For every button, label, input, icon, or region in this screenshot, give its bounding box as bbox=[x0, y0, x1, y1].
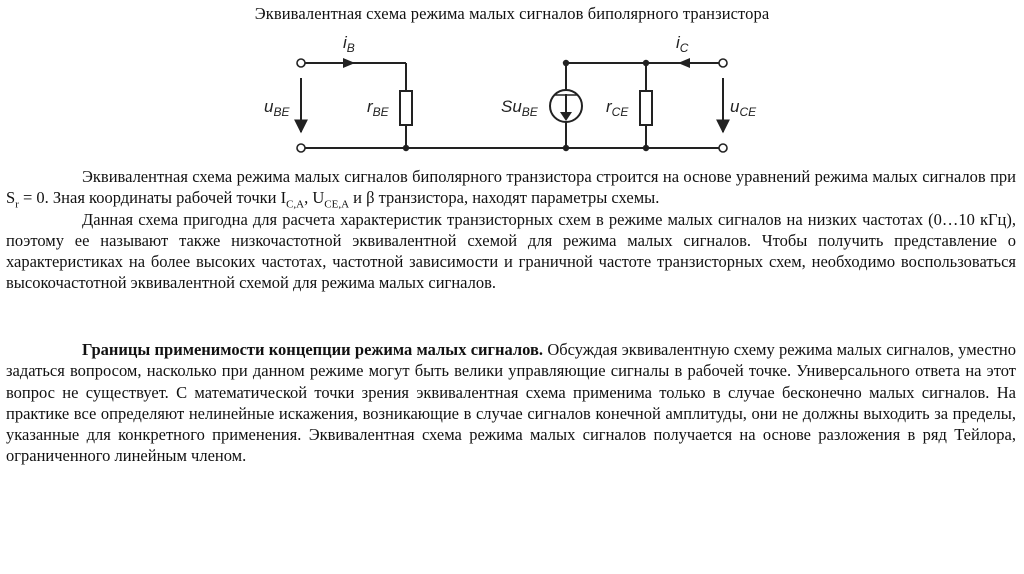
terminal-right-top bbox=[719, 59, 727, 67]
label-ib: $i_B$ bbox=[343, 33, 355, 55]
label-ube: $u_{BE}$ bbox=[264, 97, 290, 119]
equivalent-circuit-diagram bbox=[0, 28, 1024, 158]
junction-dot bbox=[403, 145, 409, 151]
ib-arrow-icon bbox=[343, 58, 355, 68]
resistor-rbe bbox=[400, 91, 412, 125]
paragraph-frequency: Данная схема пригодна для расчета характеристик транзисторных схем в режиме малых сигналов на низких частотах (0…10 кГц), поэтому ее называют также низкочастотной эквивалентной схемой для режима малых сигналов. Чтобы получить представление о характеристиках на более высоких частотах, частотной зависимости и граничной частоте транзисторных схем, необходимо воспользоваться высокочастотной эквивалентной схемой для режима малых сигналов. bbox=[6, 209, 1016, 293]
junction-dot bbox=[563, 60, 569, 66]
resistor-rce bbox=[640, 91, 652, 125]
text-block-intro bbox=[6, 166, 1016, 294]
junction-dot bbox=[643, 60, 649, 66]
label-rce: $r_{CE}$ bbox=[606, 97, 629, 119]
label-rbe: $r_{BE}$ bbox=[367, 97, 389, 119]
label-ic: $i_C$ bbox=[676, 33, 689, 55]
terminal-right-bottom bbox=[719, 144, 727, 152]
section-heading: Границы применимости концепции режима малых сигналов. bbox=[82, 340, 544, 359]
text-block-limits bbox=[6, 339, 1016, 467]
label-uce: $u_{CE}$ bbox=[730, 97, 757, 119]
junction-dot bbox=[563, 145, 569, 151]
terminal-left-bottom bbox=[297, 144, 305, 152]
terminal-left-top bbox=[297, 59, 305, 67]
paragraph-intro: Эквивалентная схема режима малых сигналов биполярного транзистора строится на основе уравнений режима малых сигналов при $S_r = 0$. Зная координаты рабочей точки $I_{C,A}$, $U_{CE,A}$ и β транзистора, находят параметры схемы. bbox=[6, 167, 1016, 211]
label-su-be: $Su_{BE}$ bbox=[501, 97, 538, 119]
junction-dot bbox=[643, 145, 649, 151]
paragraph-limits: Границы применимости концепции режима малых сигналов. Обсуждая эквивалентную схему режима малых сигналов, уместно задаться вопросом, насколько при данном режиме могут быть велики управляющие сигналы в рабочей точке. Универсального ответа на этот вопрос не существует. С математической точки зрения эквивалентная схема применима только в случае бесконечно малых сигналов. На практике все определяют нелинейные искажения, возникающие в случае сигналов конечной амплитуды, они не должны выходить за пределы, указанные для конкретного применения. Эквивалентная схема режима малых сигналов получается на основе разложения в ряд Тейлора, ограниченного линейным членом. bbox=[6, 340, 1016, 466]
ic-arrow-icon bbox=[678, 58, 690, 68]
page-title: Эквивалентная схема режима малых сигналов биполярного транзистора bbox=[254, 4, 770, 23]
